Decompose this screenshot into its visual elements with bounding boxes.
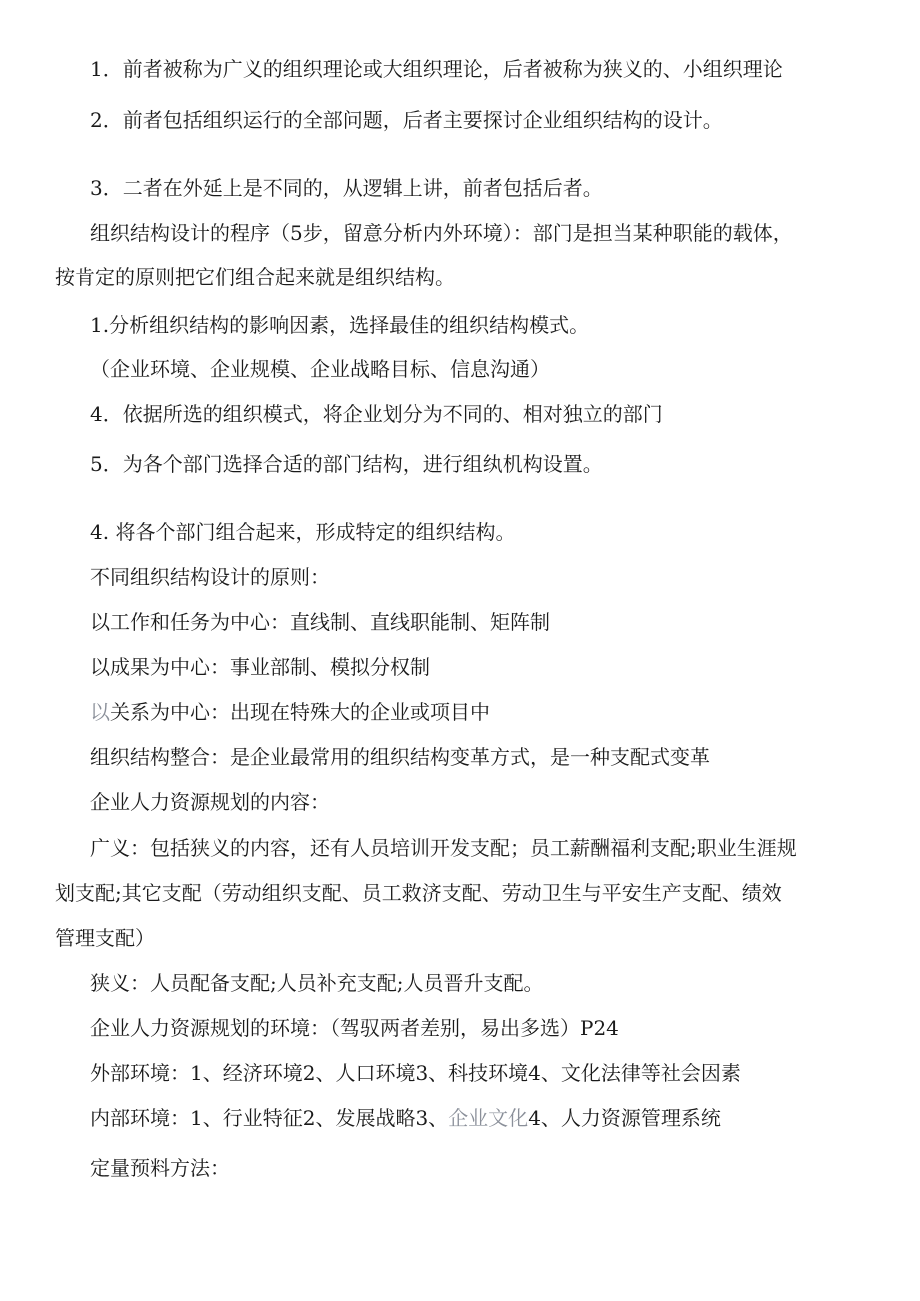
text-line: 2．前者包括组织运行的全部问题，后者主要探讨企业组织结构的设计。	[90, 108, 723, 132]
text-line: 不同组织结构设计的原则：	[90, 565, 330, 589]
text-line: 组织结构整合：是企业最常用的组织结构变革方式，是一种支配式变革	[90, 745, 710, 769]
text-line: 1．前者被称为广义的组织理论或大组织理论，后者被称为狭义的、小组织理论	[90, 57, 783, 81]
text-line: 1.分析组织结构的影响因素，选择最佳的组织结构模式。	[90, 313, 590, 337]
text-line: 5．为各个部门选择合适的部门结构，进行组纨机构设置。	[90, 452, 603, 476]
text-line: 3．二者在外延上是不同的，从逻辑上讲，前者包括后者。	[90, 176, 603, 200]
text-fragment: 关系为中心：出现在特殊大的企业或项目中	[110, 700, 490, 724]
text-fragment: 企业文化	[448, 1106, 529, 1130]
text-line: 按肯定的原则把它们组合起来就是组织结构。	[55, 265, 455, 289]
text-line: （企业环境、企业规模、企业战略目标、信息沟通）	[90, 357, 550, 381]
text-line: 企业人力资源规划的内容：	[90, 790, 330, 814]
text-line: 以工作和任务为中心：直线制、直线职能制、矩阵制	[90, 610, 550, 634]
text-line: 以成果为中心：事业部制、模拟分权制	[90, 655, 430, 679]
text-fragment: 内部环境：1、行业特征2、发展战略3、	[90, 1106, 449, 1130]
text-fragment: 以	[90, 700, 110, 724]
text-line: 组织结构设计的程序（5步，留意分析内外环境）：部门是担当某种职能的载体，	[90, 221, 793, 245]
text-line: 外部环境：1、经济环境2、人口环境3、科技环境4、文化法律等社会因素	[90, 1061, 741, 1085]
text-line: 划支配;其它支配（劳动组织支配、员工救济支配、劳动卫生与平安生产支配、绩效	[55, 881, 782, 905]
text-line: 企业人力资源规划的环境：（驾驭两者差别，易出多选）P24	[90, 1016, 619, 1040]
text-line	[90, 699, 490, 725]
text-line: 4．依据所选的组织模式，将企业划分为不同的、相对独立的部门	[90, 402, 663, 426]
text-line	[90, 1105, 721, 1131]
text-line: 4. 将各个部门组合起来，形成特定的组织结构。	[90, 520, 516, 544]
text-line: 狭义：人员配备支配;人员补充支配;人员晋升支配。	[90, 971, 544, 995]
text-line: 定量预料方法：	[90, 1156, 230, 1180]
text-fragment: 4、人力资源管理系统	[528, 1106, 721, 1130]
text-line: 广义：包括狭义的内容，还有人员培训开发支配；员工薪酬福利支配;职业生涯规	[90, 836, 797, 860]
text-line: 管理支配）	[55, 926, 155, 950]
